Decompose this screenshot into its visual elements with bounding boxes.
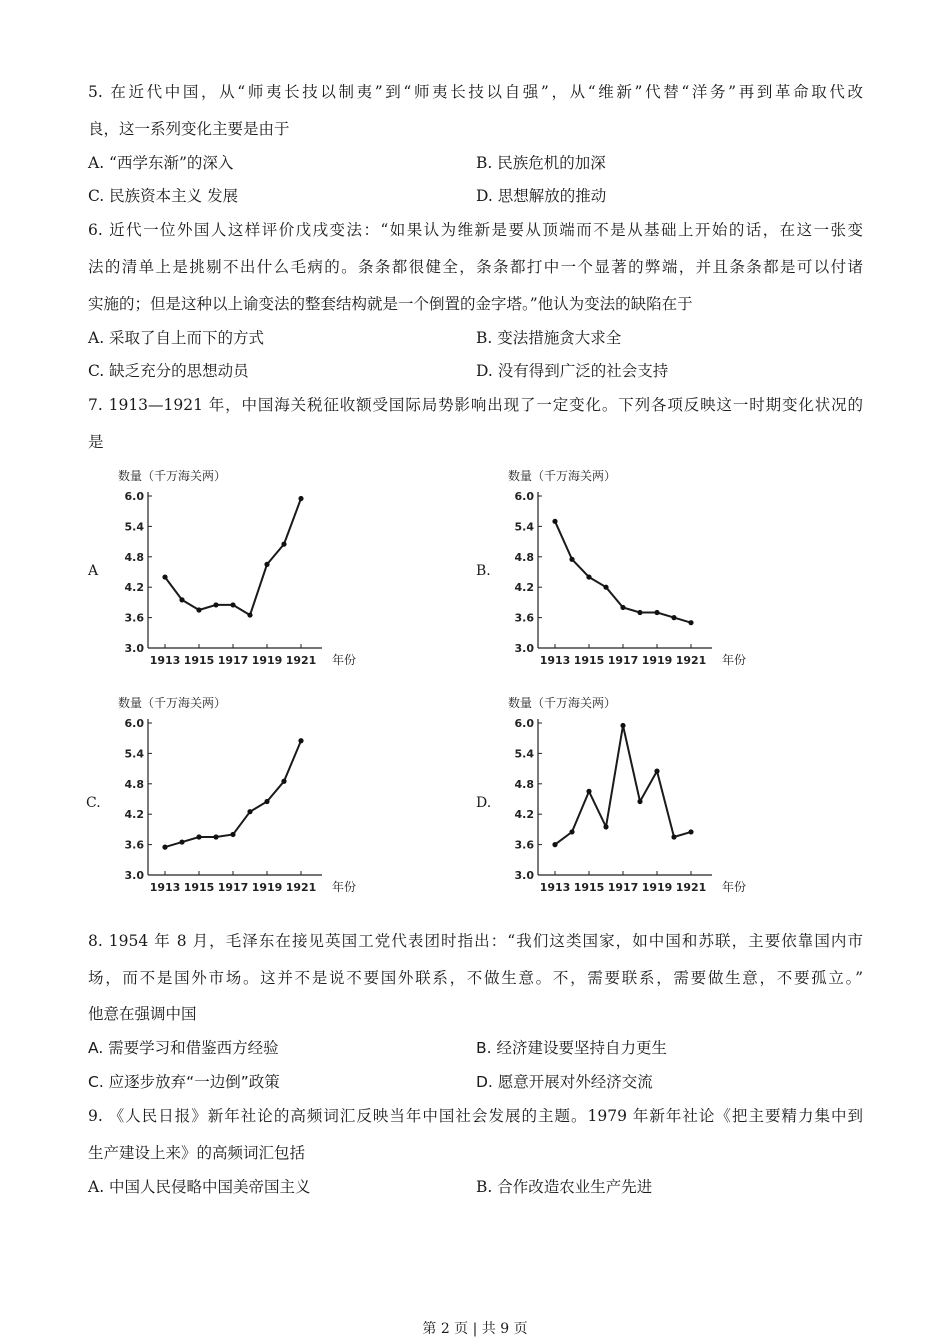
q7-option-d-label: D.: [476, 795, 492, 811]
q6-option-b: B. 变法措施贪大求全: [476, 329, 622, 347]
chart-b: [500, 466, 790, 676]
data-point: [281, 779, 286, 784]
x-axis-title: 年份: [722, 653, 747, 667]
data-point: [603, 585, 608, 590]
y-tick-label: 3.6: [514, 611, 534, 625]
q6-stem-line2: 法的清单上是挑剔不出什么毛病的。条条都很健全，条条都打中一个显著的弊端，并且条条都是可以付诸: [88, 258, 863, 276]
q9-stem-line2: 生产建设上来》的高频词汇包括: [88, 1144, 306, 1162]
data-point: [247, 809, 252, 814]
x-tick-label: 1917: [607, 654, 639, 667]
q8-option-a: A. 需要学习和借鉴西方经验: [88, 1039, 279, 1057]
x-axis-title: 年份: [332, 880, 357, 894]
x-tick-label: 1915: [573, 654, 605, 667]
x-tick-label: 1917: [217, 881, 249, 894]
y-tick-label: 6.0: [514, 717, 534, 730]
y-tick-label: 5.4: [124, 520, 144, 534]
chart-d: [500, 693, 790, 903]
x-axis-title: 年份: [332, 653, 357, 667]
series-line: [165, 741, 301, 847]
q6-stem-line3: 实施的；但是这种以上谕变法的整套结构就是一个倒置的金字塔。”他认为变法的缺陷在于: [88, 295, 693, 313]
x-tick-label: 1915: [183, 654, 215, 667]
q9-option-a: A. 中国人民侵略中国美帝国主义: [88, 1178, 311, 1196]
y-tick-label: 3.6: [514, 838, 534, 852]
chart-a: [110, 466, 400, 676]
data-point: [654, 769, 659, 774]
y-tick-label: 5.4: [514, 747, 534, 761]
data-point: [247, 612, 252, 617]
data-point: [569, 829, 574, 834]
data-point: [298, 738, 303, 743]
data-point: [196, 834, 201, 839]
q7-option-b-label: B.: [476, 563, 491, 579]
data-point: [298, 496, 303, 501]
data-point: [586, 789, 591, 794]
y-tick-label: 4.8: [514, 550, 534, 564]
q7-option-c-label: C.: [86, 795, 101, 811]
x-tick-label: 1921: [285, 881, 317, 894]
data-point: [230, 602, 235, 607]
series-line: [555, 726, 691, 845]
y-axis-title: 数量（千万海关两）: [508, 696, 617, 710]
y-tick-label: 6.0: [514, 490, 534, 503]
x-tick-label: 1919: [641, 654, 673, 667]
y-axis-title: 数量（千万海关两）: [118, 696, 227, 710]
q7-stem-line2: 是: [88, 433, 104, 451]
q6-option-d: D. 没有得到广泛的社会支持: [476, 362, 669, 380]
y-axis-title: 数量（千万海关两）: [118, 469, 227, 483]
y-tick-label: 3.6: [124, 838, 144, 852]
q9-option-b: B. 合作改造农业生产先进: [476, 1178, 653, 1196]
data-point: [671, 615, 676, 620]
series-line: [165, 499, 301, 616]
chart-c: [110, 693, 400, 903]
x-tick-label: 1915: [573, 881, 605, 894]
q8-option-c: C. 应逐步放弃“一边倒”政策: [88, 1073, 280, 1091]
q8-stem-line3: 他意在强调中国: [88, 1005, 197, 1023]
data-point: [552, 519, 557, 524]
q6-stem-line1: 6. 近代一位外国人这样评价戊戌变法：“如果认为维新是要从顶端而不是从基础上开始的话，在这一张变: [88, 221, 863, 239]
data-point: [281, 542, 286, 547]
y-tick-label: 5.4: [514, 520, 534, 534]
y-tick-label: 6.0: [124, 717, 144, 730]
q5-option-c: C. 民族资本主义 发展: [88, 187, 239, 205]
q5-option-a: A. “西学东渐”的深入: [88, 154, 234, 172]
q9-stem-line1: 9. 《人民日报》新年社论的高频词汇反映当年中国社会发展的主题。1979 年新年社论《把主要精力集中到: [88, 1107, 863, 1125]
y-tick-label: 3.0: [124, 869, 144, 882]
y-tick-label: 4.8: [124, 777, 144, 791]
x-tick-label: 1921: [675, 654, 707, 667]
data-point: [213, 602, 218, 607]
data-point: [620, 723, 625, 728]
q5-stem-line1: 5. 在近代中国，从“师夷长技以制夷”到“师夷长技以自强”，从“维新”代替“洋务”再到革命取代改: [88, 83, 863, 101]
q8-option-b: B. 经济建设要坚持自力更生: [476, 1039, 667, 1057]
data-point: [179, 839, 184, 844]
x-tick-label: 1913: [149, 881, 181, 894]
data-point: [586, 574, 591, 579]
data-point: [603, 824, 608, 829]
x-tick-label: 1919: [251, 654, 283, 667]
data-point: [688, 620, 693, 625]
x-tick-label: 1917: [607, 881, 639, 894]
y-tick-label: 4.2: [514, 581, 534, 595]
data-point: [213, 834, 218, 839]
y-tick-label: 4.8: [514, 777, 534, 791]
data-point: [569, 557, 574, 562]
data-point: [637, 610, 642, 615]
y-tick-label: 4.2: [514, 808, 534, 822]
data-point: [162, 845, 167, 850]
y-axis-title: 数量（千万海关两）: [508, 469, 617, 483]
q8-option-d: D. 愿意开展对外经济交流: [476, 1073, 653, 1091]
q5-option-b: B. 民族危机的加深: [476, 154, 606, 172]
x-tick-label: 1915: [183, 881, 215, 894]
y-tick-label: 5.4: [124, 747, 144, 761]
x-axis-title: 年份: [722, 880, 747, 894]
data-point: [637, 799, 642, 804]
y-tick-label: 3.0: [514, 869, 534, 882]
y-tick-label: 3.0: [514, 642, 534, 655]
data-point: [196, 607, 201, 612]
q7-stem-line1: 7. 1913—1921 年，中国海关税征收额受国际局势影响出现了一定变化。下列各项反映这一时期变化状况的: [88, 396, 863, 414]
y-tick-label: 4.8: [124, 550, 144, 564]
y-tick-label: 4.2: [124, 808, 144, 822]
data-point: [620, 605, 625, 610]
q5-option-d: D. 思想解放的推动: [476, 187, 607, 205]
x-tick-label: 1919: [251, 881, 283, 894]
data-point: [552, 842, 557, 847]
page-footer: 第 2 页 | 共 9 页: [422, 1321, 528, 1337]
x-tick-label: 1917: [217, 654, 249, 667]
x-tick-label: 1913: [539, 654, 571, 667]
q6-option-a: A. 采取了自上而下的方式: [88, 329, 265, 347]
data-point: [264, 799, 269, 804]
x-tick-label: 1913: [149, 654, 181, 667]
data-point: [162, 574, 167, 579]
data-point: [688, 829, 693, 834]
data-point: [264, 562, 269, 567]
q7-option-a-label: A: [88, 563, 99, 579]
q5-stem-line2: 良，这一系列变化主要是由于: [88, 120, 290, 138]
q6-option-c: C. 缺乏充分的思想动员: [88, 362, 249, 380]
data-point: [230, 832, 235, 837]
x-tick-label: 1921: [675, 881, 707, 894]
q8-stem-line2: 场，而不是国外市场。这并不是说不要国外联系，不做生意。不，需要联系，需要做生意，不要孤立。”: [88, 969, 863, 987]
y-tick-label: 6.0: [124, 490, 144, 503]
data-point: [671, 834, 676, 839]
y-tick-label: 4.2: [124, 581, 144, 595]
q8-stem-line1: 8. 1954 年 8 月，毛泽东在接见英国工党代表团时指出：“我们这类国家，如中国和苏联，主要依靠国内市: [88, 932, 863, 950]
x-tick-label: 1919: [641, 881, 673, 894]
y-tick-label: 3.0: [124, 642, 144, 655]
x-tick-label: 1921: [285, 654, 317, 667]
data-point: [179, 597, 184, 602]
x-tick-label: 1913: [539, 881, 571, 894]
y-tick-label: 3.6: [124, 611, 144, 625]
data-point: [654, 610, 659, 615]
